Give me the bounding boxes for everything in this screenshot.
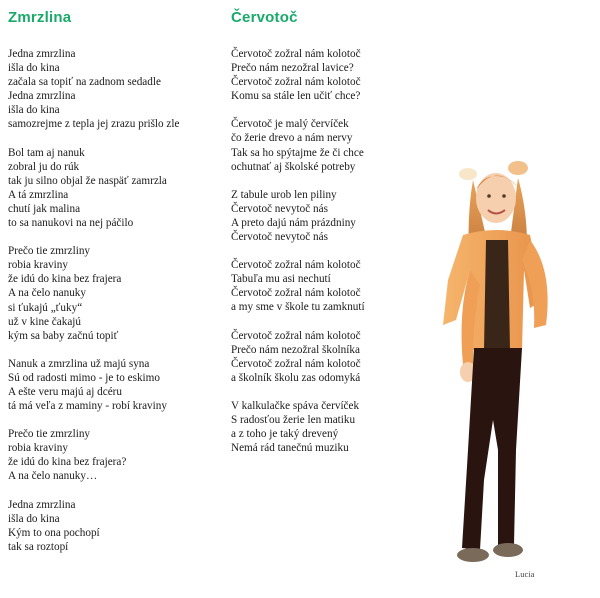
hair-bow-right [508, 161, 528, 175]
poem-line: išla do kina [8, 512, 60, 525]
poem-line: Prečo nám nezožral lavice? [231, 62, 354, 75]
poem-line: robia kraviny [8, 442, 68, 455]
stanza [8, 427, 223, 483]
arm-right-shape [522, 240, 548, 328]
poem-line: Červotoč je malý červíček [231, 118, 349, 131]
poem-line: S radosťou žerie len matiku [231, 413, 356, 426]
poem-line: Červotoč zožral nám kolotoč [231, 48, 361, 60]
girl-photo [418, 150, 578, 580]
poem-line: tak sa roztopí [8, 540, 69, 553]
poem-line: začala sa topiť na zadnom sedadle [8, 76, 161, 89]
poem-line: Červotoč nevytoč nás [231, 231, 328, 244]
stanza [8, 498, 223, 554]
poem-line: už v kine čakajú [8, 315, 81, 328]
poem-line: Červotoč zožral nám kolotoč [231, 329, 361, 342]
poem-line: a školník školu zas odomyká [231, 371, 361, 384]
poem-line: išla do kina [8, 62, 60, 75]
left-poem-title: Zmrzlina [8, 9, 72, 26]
hair-bow-left [459, 168, 477, 180]
poem-line: A na čelo nanuky… [8, 470, 98, 483]
poem-line: Prečo tie zmrzliny [8, 245, 91, 258]
stanza [8, 357, 223, 413]
poem-line: samozrejme z tepla jej zrazu prišlo zle [8, 118, 180, 131]
poem-line: Bol tam aj nanuk [8, 146, 85, 159]
poem-line: Tabuľa mu asi nechutí [231, 273, 331, 286]
poem-line: Prečo tie zmrzliny [8, 428, 91, 441]
stanza [231, 258, 436, 314]
poem-line: A preto dajú nám prázdniny [231, 216, 356, 229]
stanza [8, 244, 223, 343]
poem-line: A ešte veru majú aj dcéru [8, 385, 123, 398]
photo-caption: Lucia [515, 569, 535, 579]
shoe-right-shape [493, 543, 523, 557]
poem-line: Jedna zmrzlina [8, 498, 76, 511]
poem-line: kým sa baby začnú topiť [8, 329, 119, 342]
poem-line: a my sme v škole tu zamknutí [231, 301, 365, 314]
stanza [231, 329, 436, 385]
poem-line: a z toho je taký drevený [231, 428, 339, 441]
poem-line: Červotoč zožral nám kolotoč [231, 76, 361, 89]
stanza [231, 399, 436, 455]
stanza [231, 117, 436, 173]
right-poem-title: Červotoč [231, 9, 298, 26]
poem-line: Červotoč zožral nám kolotoč [231, 357, 361, 370]
poem-line: ochutnať aj školské potreby [231, 160, 356, 173]
stanza [8, 146, 223, 231]
face-shape [476, 173, 516, 223]
poem-line: že idú do kina bez frajera? [8, 456, 127, 469]
poem-line: zobral ju do rúk [8, 160, 80, 173]
poem-line: Tak sa ho spýtajme že či chce [231, 146, 364, 159]
poem-line: A na čelo nanuky [8, 287, 86, 300]
poem-line: tak ju silno objal že naspäť zamrzla [8, 174, 167, 187]
stanza [231, 188, 436, 244]
poem-line: Červotoč zožral nám kolotoč [231, 259, 361, 272]
poem-line: A tá zmrzlina [8, 188, 69, 201]
poem-line: robia kraviny [8, 259, 68, 272]
poem-line: si ťukajú „ťuky“ [8, 301, 83, 314]
poem-line: chutí jak malina [8, 202, 81, 215]
poem-line: Nemá rád tanečnú muziku [231, 442, 349, 455]
stanza [231, 47, 436, 103]
poem-line: Jedna zmrzlina [8, 48, 76, 60]
poem-line: že idú do kina bez frajera [8, 273, 122, 286]
left-poem-body [8, 47, 223, 568]
poem-line: čo žerie drevo a nám nervy [231, 132, 353, 145]
poem-line: išla do kina [8, 104, 60, 117]
poem-line: Jedna zmrzlina [8, 90, 76, 103]
poem-line: Červotoč nevytoč nás [231, 202, 328, 215]
shoe-left-shape [457, 548, 489, 562]
poem-line: V kalkulačke spáva červíček [231, 399, 360, 412]
poem-line: Z tabule urob len piliny [231, 188, 337, 201]
poem-line: Červotoč zožral nám kolotoč [231, 287, 361, 300]
poem-line: Kým to ona pochopí [8, 526, 100, 539]
poem-line: Prečo nám nezožral školníka [231, 343, 360, 356]
stanza [8, 47, 223, 132]
poem-line: Komu sa stále len učiť chce? [231, 90, 361, 103]
poem-line: Nanuk a zmrzlina už majú syna [8, 357, 150, 370]
right-poem-body [231, 47, 436, 469]
poem-line: Sú od radosti mimo - je to eskimo [8, 371, 160, 384]
poem-line: to sa nanukovi na nej páčilo [8, 217, 134, 230]
poem-line: tá má veľa z maminy - robí kraviny [8, 400, 167, 413]
